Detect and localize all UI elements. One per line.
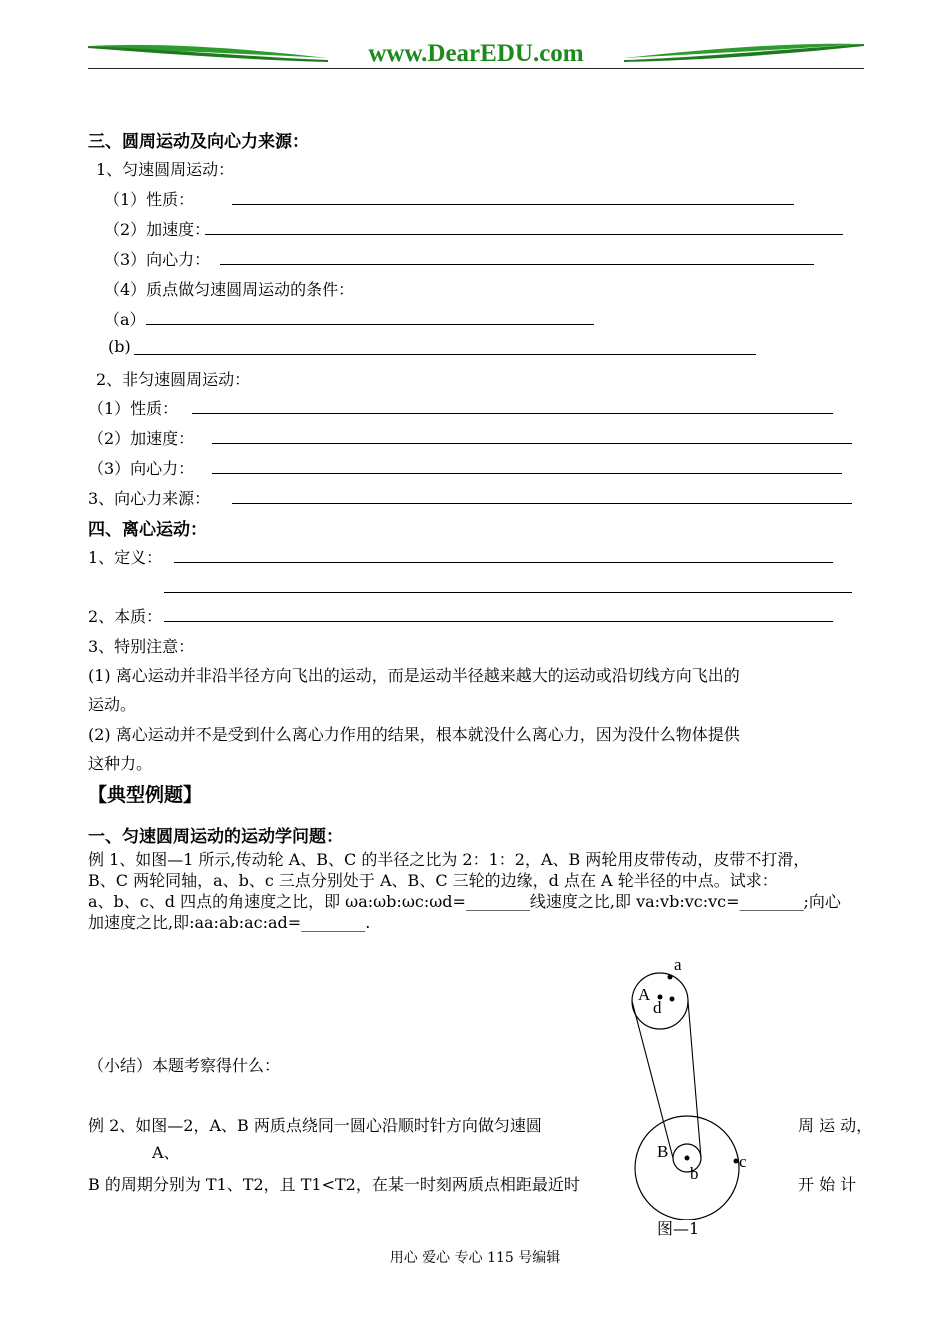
example-2-line-1-right: 周 运 动， [798, 1116, 873, 1135]
blank-line [212, 473, 842, 474]
example-2-line-1-cont: A、 [152, 1143, 180, 1162]
example-2-line-2: B 的周期分别为 T1、T2，且 T1<T2，在某一时刻两质点相距最近时 [88, 1175, 580, 1194]
site-logo-text[interactable]: www.DearEDU.com [368, 40, 584, 67]
uniform-accel-label: （2）加速度： [104, 220, 211, 239]
example-2-line-2-right: 开 始 计 [798, 1175, 857, 1194]
blank-line [164, 621, 833, 622]
note-2-line-1: (2) 离心运动并不是受到什么离心力作用的结果，根本就没什么离心力，因为没什么物体提供 [88, 725, 740, 744]
blank-line [164, 592, 852, 593]
example-2-line-1: 例 2、如图—2，A、B 两质点绕同一圆心沿顺时针方向做匀速圆 [88, 1116, 542, 1135]
section-4-title: 四、离心运动： [88, 520, 207, 540]
site-header [88, 40, 864, 70]
summary-prompt: （小结）本题考察得什么： [88, 1056, 281, 1075]
nonuniform-accel-label: （2）加速度： [88, 429, 195, 448]
label-A: A [638, 985, 651, 1004]
nonuniform-heading: 2、非匀速圆周运动： [96, 370, 251, 389]
label-a: a [674, 955, 682, 974]
definition-label: 1、定义： [88, 548, 163, 567]
blank-line [220, 264, 814, 265]
page-footer: 用心 爱心 专心 115 号编辑 [389, 1250, 561, 1266]
blank-line [174, 562, 833, 563]
special-note-label: 3、特别注意： [88, 637, 195, 656]
blank-line [134, 354, 756, 355]
label-c: c [739, 1152, 747, 1171]
note-1-line-1: (1) 离心运动并非沿半径方向飞出的运动，而是运动半径越来越大的运动或沿切线方向飞出的 [88, 666, 740, 685]
example-1-line-3: a、b、c、d 四点的角速度之比，即 ωa:ωb:ωc:ωd=________线速度之比,即 va:vb:vc:vc=________;向心 [88, 892, 841, 911]
point-A-center [670, 997, 675, 1002]
uniform-heading: 1、匀速圆周运动： [96, 160, 235, 179]
blank-line [205, 234, 843, 235]
essence-label: 2、本质： [88, 607, 163, 626]
label-d: d [653, 998, 662, 1017]
blank-line [232, 204, 794, 205]
point-b [685, 1156, 690, 1161]
example-1-line-2: B、C 两轮同轴，a、b、c 三点分别处于 A、B、C 三轮的边缘，d 点在 A 轮半径的中点。试求： [88, 871, 778, 890]
nonuniform-force-label: （3）向心力： [88, 459, 195, 478]
note-1-line-2: 运动。 [88, 695, 137, 714]
wheel-C-circle [635, 1116, 739, 1220]
note-2-line-2: 这种力。 [88, 754, 153, 773]
examples-part-1-title: 一、匀速圆周运动的运动学问题： [88, 827, 343, 847]
condition-b-label: (b) [108, 337, 131, 356]
section-3-title: 三、圆周运动及向心力来源： [88, 132, 309, 152]
example-1-line-4: 加速度之比,即:aa:ab:ac:ad=________. [88, 913, 371, 932]
condition-a-label: （a） [104, 310, 146, 329]
uniform-nature-label: （1）性质： [104, 190, 195, 209]
blank-line [146, 324, 594, 325]
force-source-label: 3、向心力来源： [88, 489, 211, 508]
uniform-force-label: （3）向心力： [104, 250, 211, 269]
label-b: b [690, 1164, 699, 1183]
label-B: B [657, 1142, 669, 1161]
belt-right [688, 1001, 701, 1158]
blank-line [212, 443, 852, 444]
belt-left [632, 1001, 673, 1158]
uniform-condition-label: （4）质点做匀速圆周运动的条件： [104, 280, 355, 299]
nonuniform-nature-label: （1）性质： [88, 399, 179, 418]
figure-1-caption: 图—1 [657, 1219, 700, 1238]
blank-line [192, 413, 833, 414]
blank-line [232, 503, 852, 504]
point-c [734, 1159, 739, 1164]
header-divider [88, 68, 864, 69]
example-1-line-1: 例 1、如图—1 所示,传动轮 A、B、C 的半径之比为 2：1：2，A、B 两轮用皮带传动，皮带不打滑， [88, 850, 810, 869]
typical-examples-title: 【典型例题】 [88, 784, 203, 806]
point-a [668, 975, 673, 980]
